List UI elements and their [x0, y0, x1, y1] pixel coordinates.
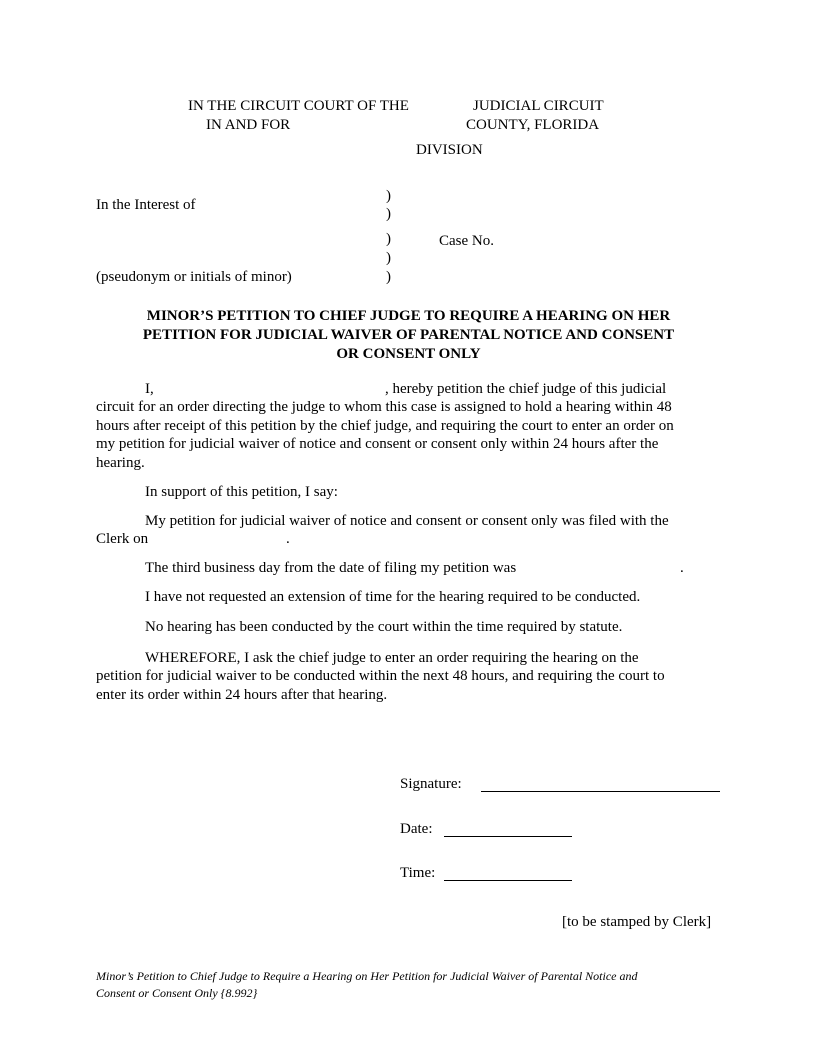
form-footer: [96, 968, 721, 1002]
caption-paren: ): [386, 231, 391, 247]
wherefore-line-1: WHEREFORE, I ask the chief judge to enter an order requiring the hearing on the: [145, 650, 639, 666]
no-hearing-statement: No hearing has been conducted by the court within the time required by statute.: [145, 619, 623, 635]
interest-of-label: In the Interest of: [96, 197, 196, 213]
petition-paragraph: [96, 398, 721, 472]
wherefore-line-2: petition for judicial waiver to be conducted within the next 48 hours, and requiring the court to: [96, 668, 665, 684]
third-business-day-period: .: [680, 560, 684, 576]
court-header-right-2: COUNTY, FLORIDA: [466, 117, 600, 133]
clerk-stamp-note: [to be stamped by Clerk]: [562, 914, 712, 930]
title-line-2: PETITION FOR JUDICIAL WAIVER OF PARENTAL NOTICE AND CONSENT: [142, 327, 675, 343]
petition-intro-rest: , hereby petition the chief judge of this judicial: [385, 381, 667, 397]
support-intro: In support of this petition, I say:: [145, 484, 338, 500]
filed-statement-line-2: Clerk on: [96, 531, 149, 547]
footer-line-1: Minor’s Petition to Chief Judge to Require a Hearing on Her Petition for Judicial Waiver of Parental Notice and: [96, 969, 638, 983]
third-business-day-statement: The third business day from the date of filing my petition was: [145, 560, 517, 576]
petition-line-2: circuit for an order directing the judge to whom this case is assigned to hold a hearing within 48: [96, 399, 672, 415]
filed-date-period: .: [286, 531, 290, 547]
filed-statement-line-1: My petition for judicial waiver of notice and consent or consent only was filed with the: [145, 513, 669, 529]
caption-paren: ): [386, 206, 391, 222]
footer-line-2: Consent or Consent Only {8.992}: [96, 986, 258, 1000]
caption-paren: ): [386, 188, 391, 204]
caption-paren: ): [386, 269, 391, 285]
caption-paren: ): [386, 250, 391, 266]
no-extension-statement: I have not requested an extension of time for the hearing required to be conducted.: [145, 589, 641, 605]
wherefore-line-3: enter its order within 24 hours after that hearing.: [96, 686, 388, 703]
pseudonym-label: (pseudonym or initials of minor): [96, 269, 292, 285]
date-line[interactable]: [444, 822, 572, 837]
document-title: [96, 307, 721, 364]
court-header-left-2: IN AND FOR: [206, 117, 291, 133]
signature-line[interactable]: [481, 777, 720, 792]
petition-line-3: hours after receipt of this petition by the chief judge, and requiring the court to enter an order on: [96, 417, 674, 434]
case-number-label: Case No.: [439, 233, 494, 249]
title-line-1: MINOR’S PETITION TO CHIEF JUDGE TO REQUIRE A HEARING ON HER: [146, 308, 671, 324]
title-line-3: OR CONSENT ONLY: [336, 346, 481, 362]
court-header-right-1: JUDICIAL CIRCUIT: [473, 98, 604, 114]
signature-label: Signature:: [400, 776, 462, 792]
date-label: Date:: [400, 821, 433, 837]
division-label: DIVISION: [416, 142, 483, 158]
time-line[interactable]: [444, 866, 572, 881]
court-header-left-1: IN THE CIRCUIT COURT OF THE: [188, 98, 409, 114]
petition-line-4: my petition for judicial waiver of notice and consent or consent only within 24 hours after the: [96, 436, 659, 452]
petition-intro-i: I,: [145, 381, 154, 397]
petition-line-5: hearing.: [96, 454, 145, 471]
wherefore-paragraph: [96, 667, 721, 704]
time-label: Time:: [400, 865, 436, 881]
